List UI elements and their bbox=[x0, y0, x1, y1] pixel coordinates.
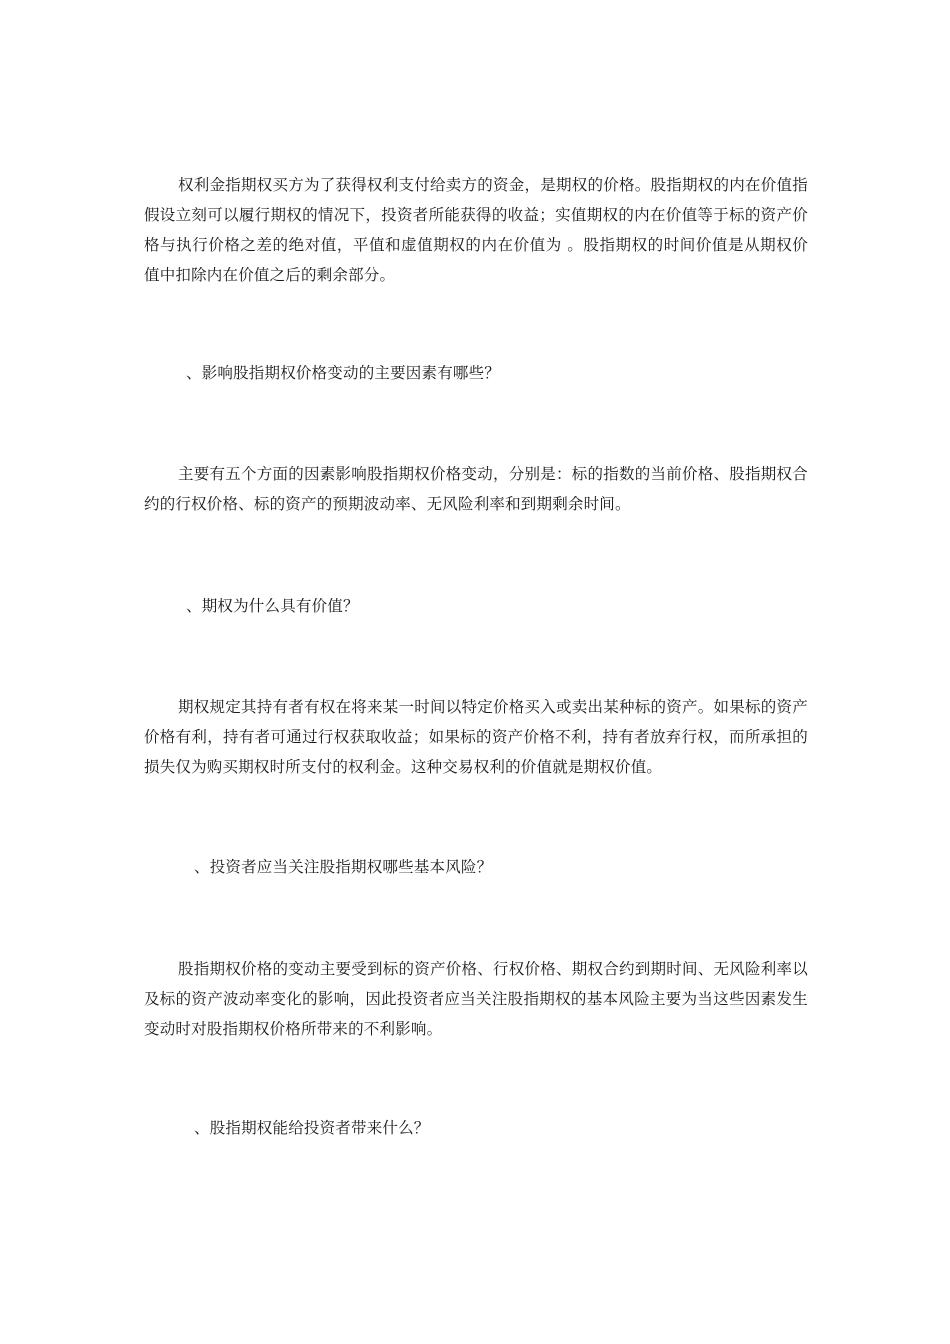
paragraph-basic-risks: 股指期权价格的变动主要受到标的资产价格、行权价格、期权合约到期时间、无风险利率以及标的资产波动率变化的影响，因此投资者应当关注股指期权的基本风险主要为当这些因素发生变动时对股指期权价格所带来的不利影响。 bbox=[144, 960, 808, 1038]
question-price-factors: 、影响股指期权价格变动的主要因素有哪些？ bbox=[186, 364, 501, 382]
paragraph-price-factors: 主要有五个方面的因素影响股指期权价格变动，分别是：标的指数的当前价格、股指期权合约的行权价格、标的资产的预期波动率、无风险利率和到期剩余时间。 bbox=[144, 465, 808, 513]
question-why-value: 、期权为什么具有价值？ bbox=[186, 597, 359, 615]
paragraph-why-value: 期权规定其持有者有权在将来某一时间以特定价格买入或卖出某种标的资产。如果标的资产价格有利，持有者可通过行权获取收益；如果标的资产价格不利，持有者放弃行权，而所承担的损失仅为购买期权时所支付的权利金。这种交易权利的价值就是期权价值。 bbox=[144, 698, 808, 776]
paragraph-premium-intrinsic-value: 权利金指期权买方为了获得权利支付给卖方的资金，是期权的价格。股指期权的内在价值指假设立刻可以履行期权的情况下，投资者所能获得的收益；实值期权的内在价值等于标的资产价格与执行价格之差的绝对值，平值和虚值期权的内在价值为 。股指期权的时间价值是从期权价值中扣除内在价值之后的剩余部分。 bbox=[144, 176, 808, 284]
question-basic-risks: 、投资者应当关注股指期权哪些基本风险？ bbox=[194, 858, 493, 876]
question-investor-benefits: 、股指期权能给投资者带来什么？ bbox=[194, 1119, 430, 1137]
